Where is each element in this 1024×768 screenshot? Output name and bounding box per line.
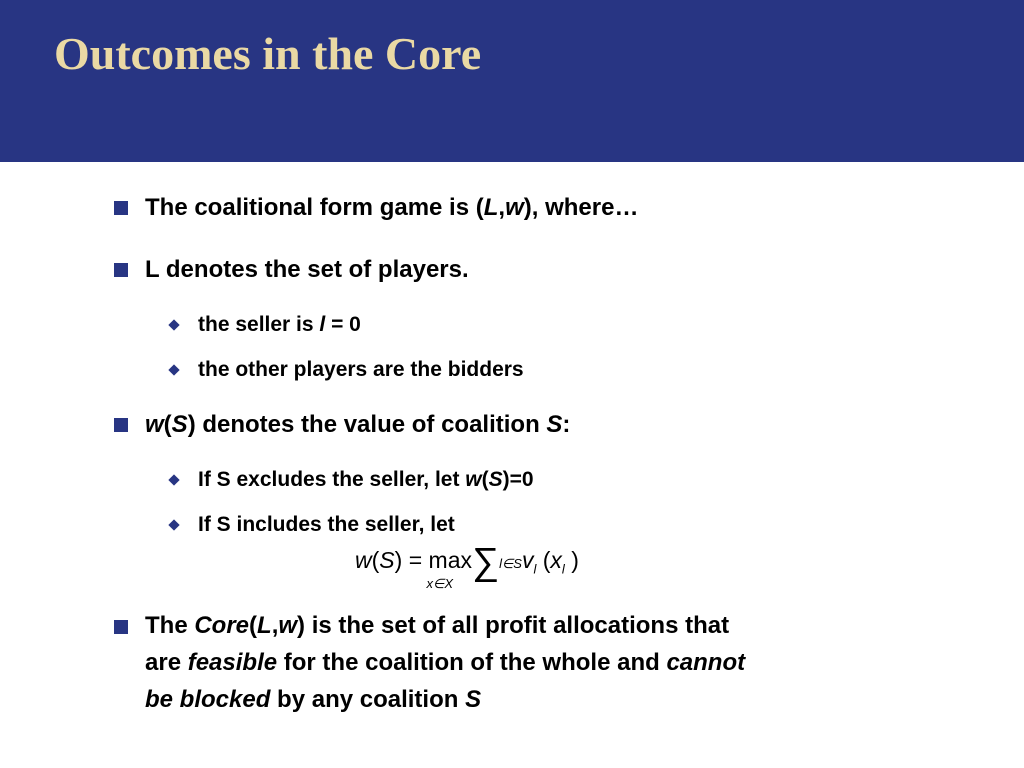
- symbol-w: w: [505, 194, 524, 221]
- term-feasible: feasible: [187, 649, 278, 676]
- bullet-square-icon: [114, 263, 128, 277]
- bullet-diamond-icon: [168, 364, 180, 376]
- sub-bullet-seller: the seller is l = 0: [198, 313, 361, 336]
- bullet-square-icon: [114, 201, 128, 215]
- bullet-coalition-value: w(S) denotes the value of coalition S:: [145, 411, 571, 438]
- title-bar: [0, 0, 1024, 162]
- sub-bullet-includes-seller: If S includes the seller, let: [198, 513, 455, 536]
- value-formula: w(S) = max x∈X $\sum l\in Sv_l$ ($x_l$ ): [355, 541, 579, 591]
- sub-bullet-excludes-seller: If S excludes the seller, let w(S)=0: [198, 468, 534, 491]
- bullet-players: L denotes the set of players.: [145, 256, 469, 283]
- slide-title: Outcomes in the Core: [54, 28, 482, 79]
- bullet-diamond-icon: [168, 519, 180, 531]
- bullet-diamond-icon: [168, 474, 180, 486]
- bullet-square-icon: [114, 418, 128, 432]
- term-core: Core: [194, 612, 250, 639]
- sum-operator: ∑: [471, 541, 500, 583]
- symbol-l: l: [319, 313, 326, 336]
- bullet-diamond-icon: [168, 319, 180, 331]
- term-cannot: cannot: [666, 649, 746, 676]
- sub-bullet-bidders: the other players are the bidders: [198, 358, 524, 381]
- bullet-coalitional-game: The coalitional form game is (L,w), where…: [145, 194, 639, 221]
- bullet-core-definition-line2: are feasible for the coalition of the whole and cannot: [145, 649, 746, 676]
- symbol-L: L: [483, 194, 499, 221]
- bullet-core-definition-line1: The Core(L,w) is the set of all profit allocations that: [145, 612, 730, 639]
- max-operator: max x∈X: [426, 547, 472, 591]
- bullet-square-icon: [114, 620, 128, 634]
- bullet-core-definition-line3: be blocked by any coalition S: [145, 686, 482, 713]
- term-be-blocked: be blocked: [145, 686, 271, 713]
